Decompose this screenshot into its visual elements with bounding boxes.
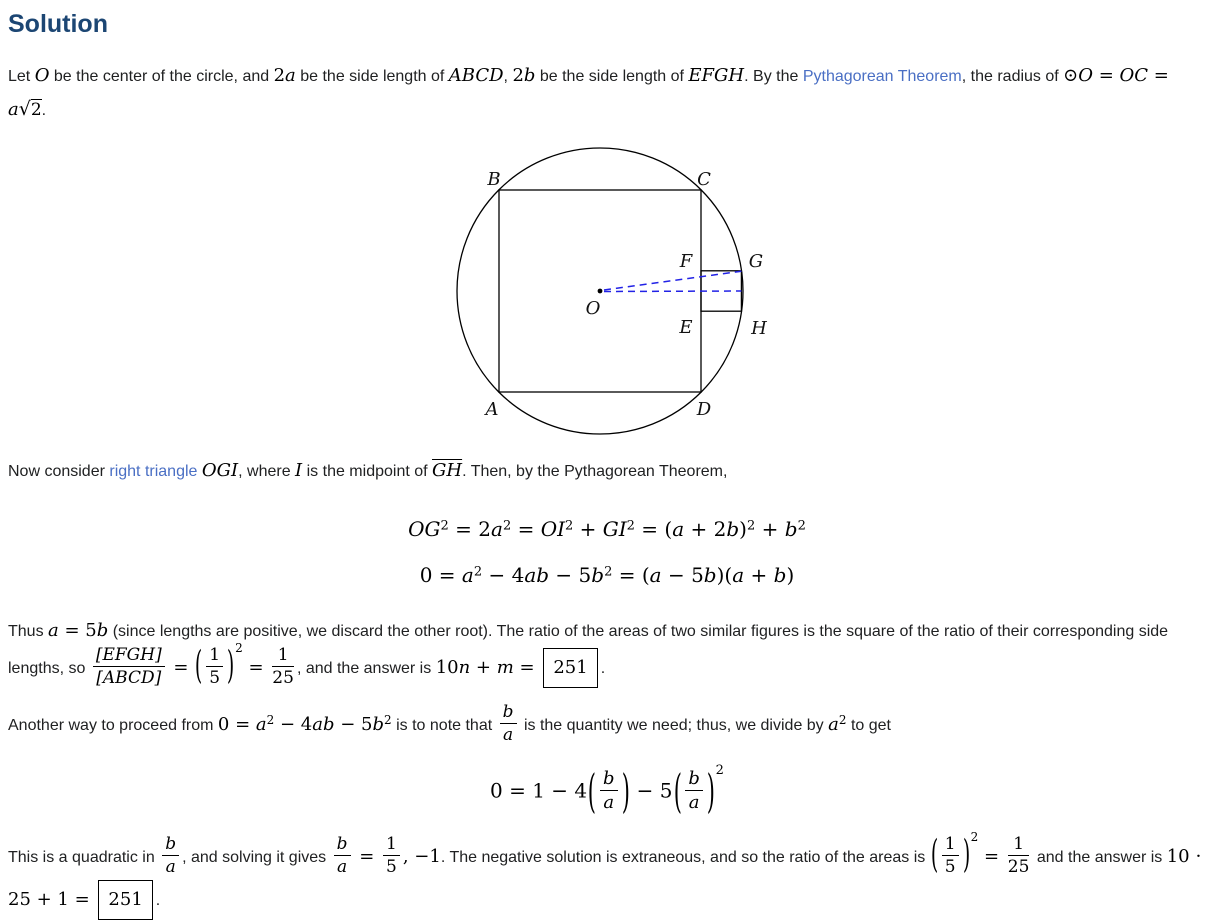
paragraph-area-ratio [8,614,1206,691]
math-token: 2 [838,712,847,727]
math-token: 2 [604,564,613,580]
math-token: a [285,65,296,86]
math-token: n [458,657,471,679]
boxed-answer: 251 [543,648,597,688]
diagram-svg [437,141,777,441]
math-token: = [513,657,541,679]
math-token: , and solving it gives [182,848,331,866]
math-token: Let [8,68,35,85]
wiki-link[interactable]: Pythagorean Theorem [802,68,962,85]
math-token: be the side length of [535,68,689,85]
math-token: . The negative solution is extraneous, and so the ratio of the areas is [440,848,930,866]
math-token: a [491,516,503,541]
math-token: 2 [565,518,574,534]
fraction: $\frac{b}{a}$ [685,768,703,814]
math-token: I [295,460,303,482]
math-token: + [744,562,774,587]
math-token: = [353,845,381,867]
math-token: 2 [502,518,512,534]
math-token: )( [716,562,733,587]
math-token: + [755,516,785,541]
math-token: ) [786,562,795,587]
math-token: 2 [512,65,524,86]
math-token: be the center of the circle, and [49,68,274,85]
math-token: = [242,657,270,679]
math-token: = ( [612,562,650,587]
math-token: a [255,713,267,735]
math-token: 0 = 1 − 4 [490,777,588,802]
math-token: − 5 [549,562,592,587]
math-token: a [8,99,19,121]
center-dot [598,289,603,294]
math-token: OI [540,516,565,541]
math-token: ) [226,643,235,689]
math-token: b [784,516,798,541]
fraction: $\frac{1}{25}$ [272,645,294,689]
fraction: $\frac{b}{a}$ [334,834,351,878]
math-token: , −1 [402,845,441,867]
math-token: . [155,891,161,909]
math-token: a [732,562,745,587]
math-token: is the midpoint of [302,463,433,481]
math-token: . [600,660,606,678]
label-H: H [751,318,767,340]
math-token: b [96,619,109,641]
math-token: 2 [797,518,806,534]
math-token: ab [312,713,335,735]
math-token: is the quantity we need; thus, we divide by [519,716,829,734]
math-token: 0 = [217,713,256,735]
math-token: b [372,713,385,735]
math-token: b [726,516,740,541]
paragraph-intro [8,59,1206,127]
math-token: $\overline{GH}$ [432,460,463,482]
math-token: ( [673,763,682,819]
math-token: + [573,516,603,541]
math-token: 2 [626,518,635,534]
label-E: E [679,317,693,339]
fraction: $\frac{\text{[EFGH]}}{\text{[ABCD]}}$ [93,645,165,689]
math-token: = 5 [58,619,97,641]
math-token: ABCD [448,65,504,86]
math-token: is to note that [391,716,497,734]
paragraph-right-triangle [8,454,1206,487]
math-token: − 5 [334,713,373,735]
dashed-line-OG [604,272,741,291]
fraction: $\frac{1}{5}$ [942,834,959,878]
math-token: (since lengths are positive, we discard the other root). The ratio of the areas of two similar figures is the square of the ratio of their corresponding side lengths, so [8,622,1169,678]
math-token: = 2 [448,516,491,541]
math-token: be the side length of [295,68,449,85]
math-token: This is a quadratic in [8,848,160,866]
math-token: b [591,562,605,587]
equation-quadratic [8,763,1206,819]
math-token: ( [930,832,938,878]
math-token: ) [706,763,715,819]
math-token: + [470,657,497,679]
math-token: and the answer is [1032,848,1167,866]
sqrt-expression: √2 [18,98,42,121]
math-token: ( [587,763,597,819]
math-token: 2 [266,712,275,727]
math-token: a [461,562,474,587]
math-token: 2 [473,564,483,580]
math-token: O [34,65,50,86]
math-token: − 5 [630,777,673,802]
math-token: OC [1119,65,1149,86]
math-token: Thus [8,622,49,640]
label-F: F [679,251,693,273]
math-token: 10 ⋅ 25 + 1 = [8,845,1202,910]
math-token: O [1078,65,1094,86]
label-O: O [585,298,601,320]
math-token: Now consider [8,463,110,481]
paragraph-conclusion [8,829,1206,920]
math-token: b [523,65,536,86]
math-token: a [828,713,839,735]
wiki-link[interactable]: right triangle [109,463,198,481]
math-token: , and the answer is [296,660,436,678]
math-token: b [773,562,787,587]
fraction: $\frac{b}{a}$ [162,834,179,878]
paragraph-alternative [8,701,1206,748]
math-token: , where [238,463,296,481]
label-C: C [697,169,711,191]
equation-line-2 [8,556,1206,594]
math-token: 2 [970,829,979,844]
label-D: D [696,399,712,421]
math-token: ab [524,562,550,587]
math-token: a [672,516,685,541]
math-token: 2 [384,712,392,727]
math-token: 2 [273,65,286,86]
square-EFGH [701,271,741,311]
math-token: a [48,619,59,641]
math-token: = ( [634,516,673,541]
fraction: $\frac{b}{a}$ [500,702,517,746]
math-token: m [496,657,514,679]
math-token: = [167,657,195,679]
math-token: 0 = [419,562,462,587]
math-token: 2 [235,640,243,655]
math-token: ⊙ [1063,65,1079,86]
geometry-diagram [437,141,777,441]
math-token: , [503,68,513,85]
math-token: − 4 [482,562,525,587]
math-token: b [703,562,717,587]
math-token: to get [846,716,891,734]
math-token: EFGH [688,65,745,86]
math-token: ( [195,643,203,689]
math-token: a [649,562,662,587]
math-token: OG [408,516,441,541]
math-token: . Then, by the Pythagorean Theorem, [462,463,728,481]
label-B: B [487,169,501,191]
fraction: $\frac{1}{5}$ [206,645,223,689]
dashed-line-OI [604,291,741,292]
fraction: $\frac{b}{a}$ [600,768,618,814]
equation-block-pythagorean [8,510,1206,594]
boxed-answer: 251 [98,880,152,920]
math-token: 10 [435,657,459,679]
math-token: 2 [746,518,756,534]
fraction: $\frac{1}{5}$ [383,834,400,878]
math-token: 2 [715,763,724,779]
math-token: GI [602,516,627,541]
math-token: = [978,845,1005,867]
math-token: 2 [440,518,449,534]
page-title: Solution [8,10,108,38]
label-A: A [485,399,499,421]
math-token: . By the [744,68,803,85]
math-token: + 2 [684,516,727,541]
math-token: − 5 [661,562,704,587]
math-token: = [511,516,541,541]
math-token: ) [962,832,970,878]
math-token: Another way to proceed from [8,716,218,734]
label-G: G [748,251,764,273]
math-token: , the radius of [961,68,1064,85]
math-token: = [1148,65,1169,86]
math-token: ) [739,516,747,541]
math-token: . [41,102,47,120]
math-token: − 4 [274,713,313,735]
math-token: OGI [201,460,239,482]
fraction: $\frac{1}{25}$ [1007,833,1030,878]
math-token: = [1093,65,1120,86]
equation-line-1 [8,510,1206,548]
math-token: ) [621,763,630,819]
